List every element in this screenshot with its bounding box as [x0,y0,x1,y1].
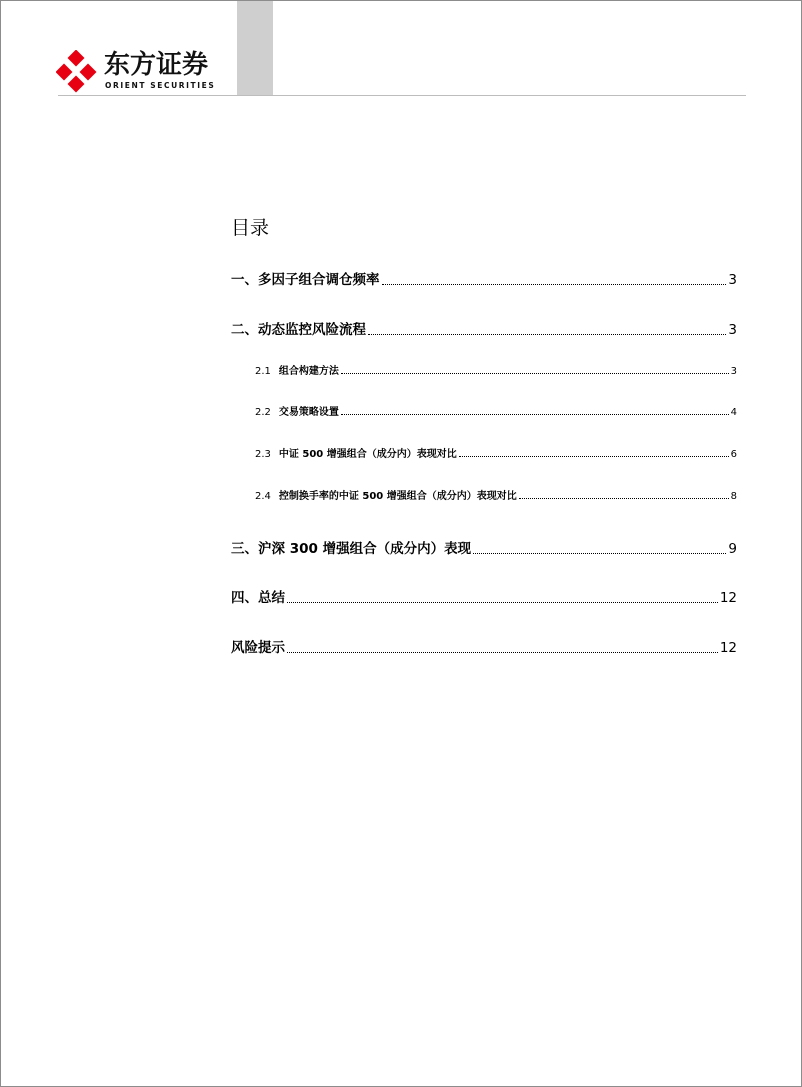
toc-page-number: 3 [728,322,737,338]
toc-entry-2-2[interactable] [255,403,737,418]
header-divider [58,95,746,96]
toc-page-number: 12 [719,640,737,656]
toc-entry-risk[interactable] [231,636,737,656]
toc-page-number: 9 [728,541,737,557]
orient-securities-logo-icon [56,50,100,94]
toc-section-number: 2.1 [255,366,271,377]
toc-page-number: 6 [730,449,737,460]
toc-entry-label: 一、多因子组合调仓频率 [231,272,380,288]
toc-title: 目录 [231,217,270,239]
toc-page-number: 12 [719,590,737,606]
toc-page-number: 4 [730,407,737,418]
toc-entry-label: 二、动态监控风险流程 [231,322,366,338]
toc-leader [519,498,729,499]
toc-leader [287,652,718,653]
toc-section-number: 2.4 [255,491,271,502]
toc-leader [341,373,729,374]
toc-leader [459,456,729,457]
toc-entry-2[interactable] [231,318,737,338]
toc-entry-label: 交易策略设置 [278,407,339,418]
toc-entry-label: 四、总结 [231,590,285,606]
toc-section-number: 2.2 [255,407,271,418]
toc-section-number: 2.3 [255,449,271,460]
toc-leader [368,334,726,335]
toc-entry-label: 中证 500 增强组合（成分内）表现对比 [278,449,457,460]
toc-page-number: 3 [730,366,737,377]
toc-entry-3[interactable] [231,537,737,557]
toc-leader [287,602,718,603]
toc-leader [473,553,726,554]
toc-page-number: 3 [728,272,737,288]
toc-entry-4[interactable] [231,586,737,606]
toc-entry-1[interactable] [231,268,737,288]
logo-english-name: ORIENT SECURITIES [105,81,216,90]
toc-page-number: 8 [730,491,737,502]
header-gray-bar [237,1,273,96]
company-logo [56,50,231,94]
toc-entry-2-1[interactable] [255,362,737,377]
logo-chinese-name: 东方证券 [104,50,209,80]
toc-leader [341,414,729,415]
toc-entry-label: 三、沪深 300 增强组合（成分内）表现 [231,541,472,557]
toc-entry-label: 风险提示 [231,640,285,656]
toc-entry-label: 组合构建方法 [278,366,339,377]
toc-entry-2-4[interactable] [255,487,737,502]
toc-entry-label: 控制换手率的中证 500 增强组合（成分内）表现对比 [278,491,517,502]
toc-entry-2-3[interactable] [255,445,737,460]
toc-leader [382,284,727,285]
